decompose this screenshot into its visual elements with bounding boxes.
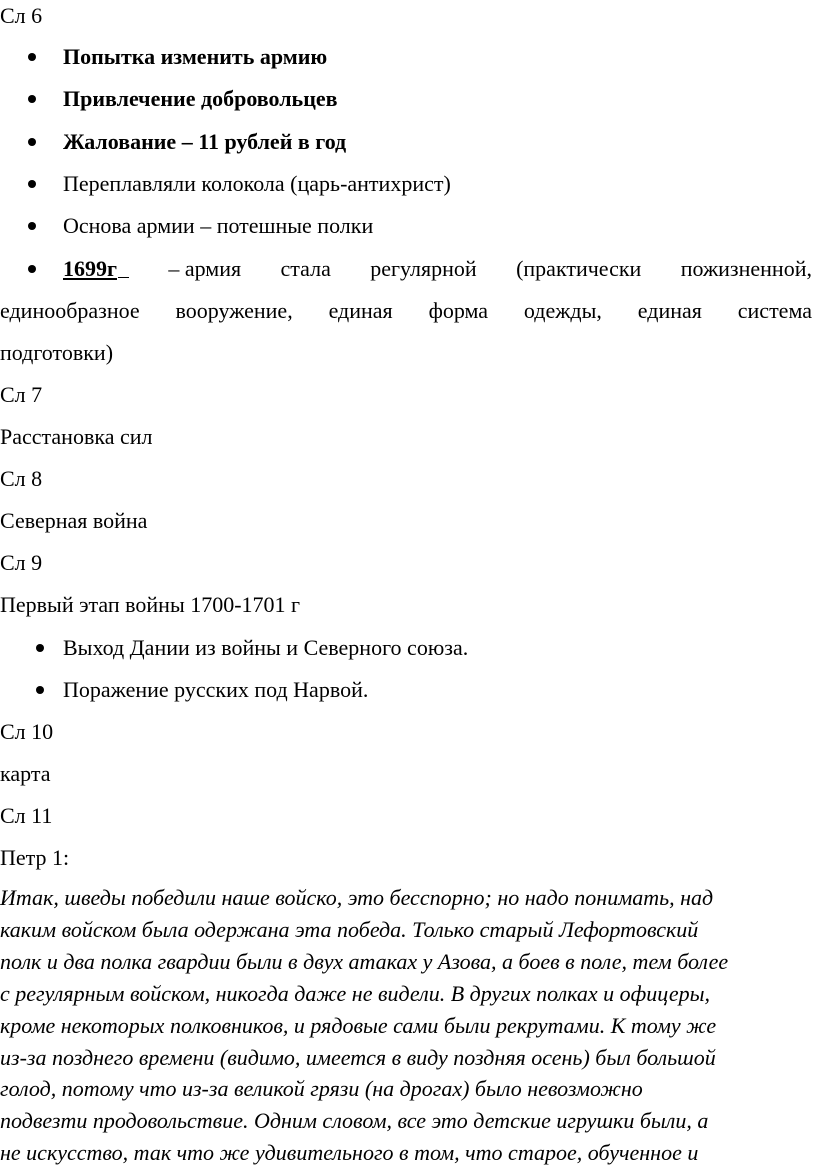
quote-line: подвезти продовольствие. Одним словом, все это детские игрушки были, а [0,1108,709,1134]
list-item [0,86,816,112]
bullet-icon [28,265,36,273]
slide-8-label: Сл 8 [0,466,43,491]
quote-line: Итак, шведы победили наше войско, это бесспорно; но надо понимать, над [0,885,714,910]
bullet-icon [28,95,36,103]
quote-line: каким войском была одержана эта победа. Только старый Лефортовский [0,916,699,942]
slide-6-label: Сл 6 [0,3,43,28]
list-item-text: Привлечение добровольцев [63,86,338,111]
list-item-text: Поражение русских под Нарвой. [63,677,369,702]
list-item-text: Жалование – 11 рублей в год [63,129,347,154]
paragraph-line: единообразное вооружение, единая форма одежды, единая система [0,298,812,323]
bullet-icon [36,686,44,694]
quote-line: не искусство, так что же удивительного в том, что старое, обученное и [0,1140,699,1166]
quote-line: из-за позднего времени (видимо, имеется в виду поздняя осень) был большой [0,1044,716,1070]
year-line-text: – армия стала регулярной (практически пожизненной, [168,256,812,281]
list-item-text: Попытка изменить армию [63,44,328,69]
list-item [0,171,816,197]
year-label: 1699г [63,256,117,281]
list-item [0,44,816,70]
list-item [0,213,816,239]
quote-line: голод, потому что из-за великой грязи (на дрогах) было невозможно [0,1076,643,1102]
list-item-text: Выход Дании из войны и Северного союза. [63,635,469,660]
slide-8-text: Северная война [0,508,148,533]
bullet-icon [28,222,36,230]
slide-10-label: Сл 10 [0,719,54,744]
speaker-label: Петр 1: [0,845,70,870]
quote-line: полк и два полка гвардии были в двух атаках у Азова, а боев в поле, тем более [0,948,729,974]
list-item [0,677,816,703]
slide-10-text: карта [0,761,51,786]
list-item-text: Основа армии – потешные полки [63,213,374,238]
slide-9-text: Первый этап войны 1700-1701 г [0,592,301,617]
slide-11-label: Сл 11 [0,803,53,828]
list-item [0,129,816,155]
bullet-icon [28,53,36,61]
list-item [0,256,816,282]
bullet-icon [36,644,44,652]
slide-9-label: Сл 9 [0,550,43,575]
bullet-icon [28,138,36,146]
slide-7-text: Расстановка сил [0,424,153,449]
quote-paragraph [0,882,816,1169]
slide-7-label: Сл 7 [0,382,43,407]
bullet-icon [28,180,36,188]
list-item-text: Переплавляли колокола (царь-антихрист) [63,171,451,196]
quote-line: кроме некоторых полковников, и рядовые сами были рекрутами. К тому же [0,1012,717,1038]
quote-line: с регулярным войском, никогда даже не видели. В других полках и офицеры, [0,980,710,1006]
list-item [0,635,816,661]
paragraph-line: подготовки) [0,340,114,365]
